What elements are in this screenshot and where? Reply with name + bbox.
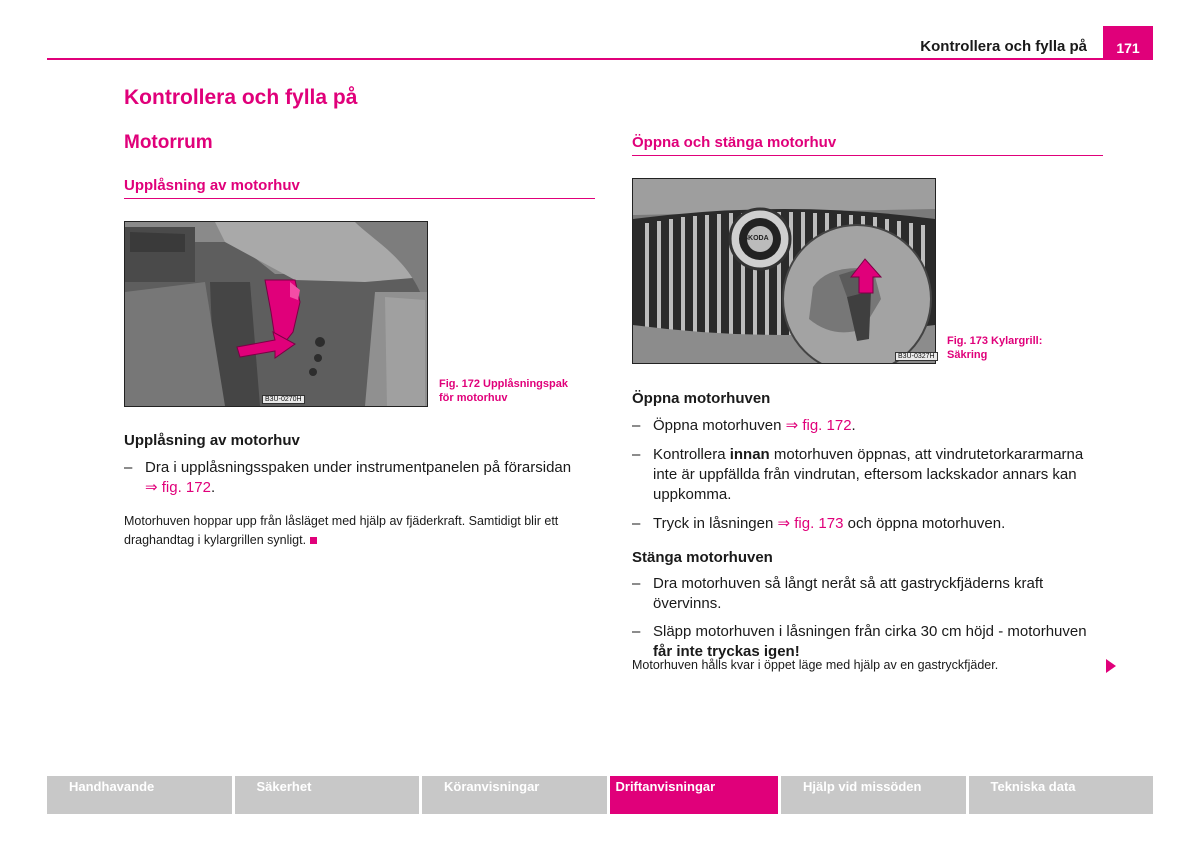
- tab-tekniska-data[interactable]: Tekniska data: [969, 776, 1154, 814]
- list-item-text: Kontrollera: [653, 446, 730, 463]
- page-number: 171: [1116, 40, 1140, 56]
- list-item-tail: motorhuven öppnas, att vindrutetorkararmarna inte är uppfällda från vindrutan, eftersom lackskador annars kan uppkomma.: [653, 446, 1084, 503]
- chapter-navigation-tabs: [47, 776, 1153, 814]
- figure-173-code: B3U-0327H: [895, 352, 938, 361]
- section-title: Motorrum: [124, 132, 213, 153]
- figure-172-code: B3U-0270H: [262, 395, 305, 404]
- list-item-text: Dra i upplåsningsspaken under instrumentpanelen på förarsidan: [145, 459, 572, 476]
- running-header-title: Kontrollera och fylla på: [920, 38, 1087, 55]
- left-instruction-list: [124, 458, 584, 498]
- hood-release-lever-illustration: [125, 222, 427, 406]
- left-note-line1: Motorhuven hoppar upp från låsläget med hjälp av fjäderkraft. Samtidigt blir ett: [124, 514, 559, 528]
- list-item: [632, 416, 1102, 436]
- list-item-text: Öppna motorhuven: [653, 417, 786, 434]
- close-hood-list: [632, 574, 1107, 662]
- tab-sakerhet[interactable]: Säkerhet: [235, 776, 420, 814]
- figure-172-caption-line1: Fig. 172 Upplåsningspak: [439, 378, 568, 390]
- tab-handhavande[interactable]: Handhavande: [47, 776, 232, 814]
- figure-173-caption: [947, 334, 1042, 362]
- list-item: [632, 514, 1102, 534]
- figure-172-caption: [439, 377, 568, 405]
- left-bold-heading: Upplåsning av motorhuv: [124, 432, 300, 449]
- list-item-text: Släpp motorhuven i låsningen från cirka 30 cm höjd - motorhuven: [653, 623, 1087, 640]
- figure-reference-link[interactable]: ⇒ fig. 172: [145, 479, 211, 496]
- list-dash: –: [632, 623, 641, 640]
- list-item: [632, 574, 1107, 614]
- figure-reference-link[interactable]: ⇒ fig. 172: [785, 417, 852, 434]
- figure-172-caption-line2: för motorhuv: [439, 392, 508, 404]
- open-hood-list: [632, 416, 1102, 534]
- left-subhead: Upplåsning av motorhuv: [124, 177, 300, 194]
- figure-reference-link[interactable]: ⇒ fig. 173: [777, 515, 844, 532]
- left-subhead-rule: [124, 198, 595, 199]
- header-rule: [47, 58, 1153, 60]
- list-item: [632, 445, 1102, 505]
- emphasis-text: innan: [729, 446, 770, 463]
- figure-173-caption-line2: Säkring: [947, 349, 988, 361]
- open-hood-heading: Öppna motorhuven: [632, 390, 771, 407]
- list-dash: –: [632, 446, 641, 463]
- tab-driftanvisningar[interactable]: Driftanvisningar: [610, 776, 779, 814]
- list-dash: –: [124, 459, 133, 476]
- list-item: [124, 458, 584, 498]
- page-title: Kontrollera och fylla på: [124, 86, 358, 109]
- list-item-text: Dra motorhuven så långt neråt så att gastryckfjäderns kraft övervinns.: [653, 575, 1044, 612]
- list-item-tail: .: [851, 417, 856, 434]
- right-subhead: Öppna och stänga motorhuv: [632, 134, 837, 151]
- list-item-tail: .: [210, 479, 216, 496]
- right-note: Motorhuven hålls kvar i öppet läge med hjälp av en gastryckfjäder.: [632, 658, 999, 672]
- left-note-line2: draghandtag i kylargrillen synligt.: [124, 533, 307, 547]
- emphasis-text: får inte tryckas igen!: [653, 643, 800, 660]
- figure-173-image: [632, 178, 936, 364]
- list-item-text: Tryck in låsningen: [653, 515, 778, 532]
- continue-arrow-icon[interactable]: [1106, 659, 1116, 673]
- left-note: [124, 512, 599, 550]
- list-item-tail: och öppna motorhuven.: [843, 515, 1006, 532]
- section-end-marker: [310, 537, 317, 544]
- list-dash: –: [632, 515, 641, 532]
- right-subhead-rule: [632, 155, 1103, 156]
- figure-172-image: [124, 221, 428, 407]
- figure-173-caption-line1: Fig. 173 Kylargrill:: [947, 335, 1043, 347]
- tab-hjalp-vid-missoden[interactable]: Hjälp vid missöden: [781, 776, 966, 814]
- list-dash: –: [632, 575, 641, 592]
- brand-logo-text: ŠKODA: [743, 235, 769, 242]
- tab-koranvisningar[interactable]: Köranvisningar: [422, 776, 607, 814]
- radiator-grille-illustration: [633, 179, 935, 363]
- close-hood-heading: Stänga motorhuven: [632, 549, 773, 566]
- list-dash: –: [632, 417, 641, 434]
